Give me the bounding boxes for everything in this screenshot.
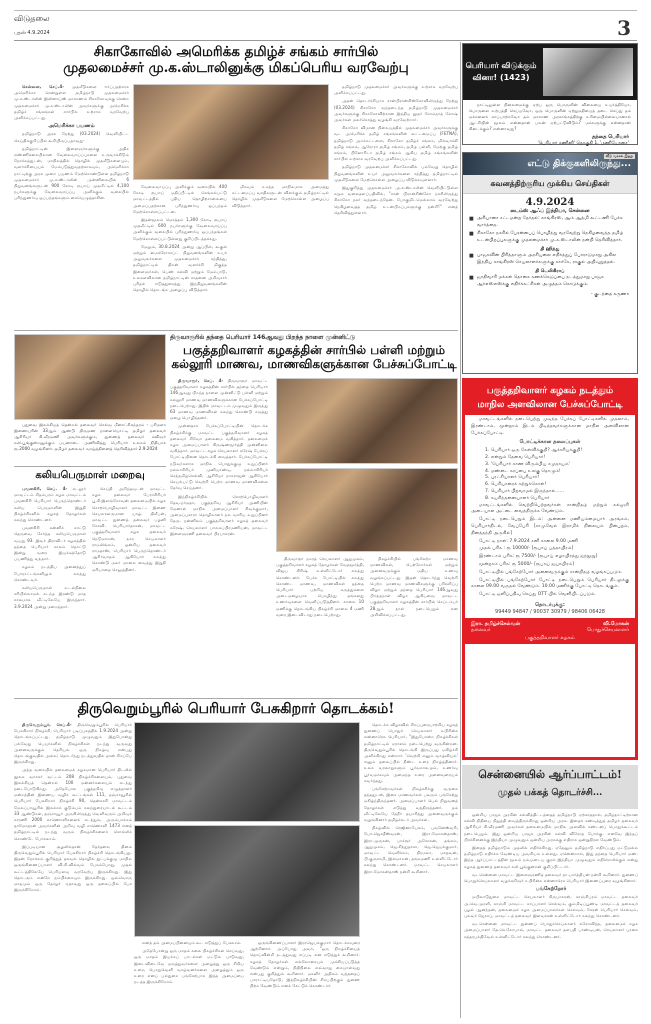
contest-body [465, 415, 635, 618]
contest-topic: 7. பெரியார் பிறவாமல் இருந்தால்...... [485, 488, 565, 494]
story3-dateline: புவனகிரி, செப். 4- [22, 486, 68, 491]
story2-paragraph: திருவாரூர் மாவட்ட பகுத்தறிவாளர் கழகத்தின் சார்பில் தந்தை பெரியார் 146ஆவது பிறந்த நாளை முன்னிட்டு பள்ளி மற்றும் கல்லூரி மாணவ மாணவிகளுக்கான பேச்சுப்போட்டி நடைபெற்றது. இதில் மாவட்டம் முழுவதும் இருந்து 63 மாணவ மாணவிகள் கலந்து கொண்டு கருத்து மழை பொழிந்தனர். [170, 378, 268, 421]
story3-column2 [92, 486, 166, 694]
periyar-question-box [462, 43, 638, 145]
news-digest-box [462, 152, 638, 374]
periyar-box-title [463, 44, 539, 100]
contest-paragraph: போட்டி ஒளிப்பதிவு செய்து OTT யில் வெளியிடப்படும். [479, 592, 596, 598]
story2-paragraph: திருவாரூர் நகரத் செயலாளர் ஆறுமுகம், பகுத்தறிவாளர் கழகத் தோழர்கள் வேதமூர்த்தி, விஜய கிரிஷ் உள்ளிட்டோர் கலந்து கொண்டனர். பேச்சு போட்டியில் கலந்து கொண்ட மாணவ, மாணவிகள் தந்தை பெரியார் பற்றிய கருத்துகளை அடைமழையாக பொழிந்து தங்களது உணர்வுகளை வெளிப்படுத்தினர். காலை 10 மணிக்கு தொடங்கிய நிகழ்ச்சி மாலை 4 மணி வரை இடைவிடாது நடைபெற்றது. [276, 556, 364, 617]
story1-column4 [334, 84, 458, 326]
story2-audience-photo [276, 468, 458, 552]
story3-paragraph: கழகம் நடத்திய அனைத்துப் போராட்டங்களிலும் கலந்து கொண்டவர். [14, 564, 86, 582]
contest-intro: மாவட்டங்களில் நடைபெற்று முடிந்த பேச்சுப் போட்டிகளில் முதலாம், இரண்டாம், மூன்றாம் இடம் பிடித்தவர்களுக்கான மாநில அளவிலான பேச்சுப்போட்டி. [471, 417, 629, 436]
contest-topic: 3. 'பெரியார் காண விரும்பிய சமுதாயம்' [485, 461, 570, 467]
organizer-name: இரா. தமிழ்ச்செல்வன் [471, 620, 521, 627]
story1-paragraph: இதுகுறித்து முதலமைச்சர் மு.க.ஸ்டாலின் வெளியிட்டுள்ள சமூக வலைதளப்பதிவில், "சான் பிரான்சிஸ்கோ நகரிலிருந்து சிகாகோ நகர் வந்தடைந்தேன். போகுமிடமெல்லாம் வரவேற்று நெகிழவைத்த தமிழ் உடன்பிறப்புகளுக்கு நன்றி!" எனத் தெரிவித்துள்ளார். [334, 185, 458, 215]
story1-column2 [133, 184, 227, 326]
story1-crowd-photo [133, 84, 329, 180]
contest-title [465, 381, 635, 415]
news-digest-tag: வீடு வாசல் இதழ் [605, 154, 633, 158]
story1-paragraph: சிகாகோ விமான நிலையத்தில் முதலமைச்சர் அவர்களுக்கு வட அமெரிக்க தமிழ் சங்கங்களின் கூட்டமைப்பு (FETNA), தமிழ்நாடு அறக்கட்டளை, சிகாகோ தமிழ்ச் சங்கம், மில்வாக்கி தமிழ் சங்கம், ஆரோரா தமிழ் சங்கம், தமிழ் பள்ளி, மேற்கு தமிழ் சங்கம், பிளோரிடா தமிழ் சங்கம் ஆகிய தமிழ் சங்கங்களின் சார்பில் உற்சாக வரவேற்பு அளிக்கப்பட்டது. [334, 125, 458, 162]
story2-paragraph: நிகழ்ச்சியில் பங்கேற்ற மாணவ மாணவிகள், பெற்றோர்கள் மற்றும் அனைவருக்கும் மதிய உணவு வழங்கப்பட்டது. இதன் தொடர்ந்து வெற்றி பெற்ற மாணவ மாணவிகளுக்கு பரிசளிப்பு விழா மற்றும் தந்தை பெரியார் 146ஆவது பிறந்தநாள் விழா ஆகியவை மாவட்ட பகுத்தறிவாளர் கழகத்தின் சார்பில் செப்டம்பர் 28ஆம் நாள் நடைபெறும் என அறிவிக்கப்பட்டது. [370, 556, 458, 617]
story1-subhead: அமெரிக்கா பயணம் [48, 123, 95, 130]
story4-paragraph: ஒருங்கிணைப்பாளர் இராஜெயக்குமார் தொடக்கவுரை ஆற்றினார். அப்போது அவர், "ஒரு நிகழ்ச்சியைத் தொய்வின்றி நடத்துவது எப்படி என எடுத்துக் கூறினார். கழகத் தோழர்கள் எல்லோரையும் முக்கியப்படுத்த வேண்டும் என்றும், நிதிநிலை எவ்வாறு கையாள்வது என்பது குறித்தும் கூறினார். மகளிர் அதிகம் வந்ததைப் பாராட்டியதோடு, இந்நிகழ்ச்சியின் சிறப்பிற்கும் துணை நிற்க வேண்டும் எனக் கேட்டுக் கொண்டார். [250, 940, 360, 989]
section-rule [14, 698, 458, 699]
story1-paragraph: அதன் தொடர்ச்சியாக சான்பிரான்சிஸ்கோவிலிருந்து நேற்று (03.2024) சிகாகோ வந்தடைந்த தமிழ்நாடு முதலமைச்சர் அவர்களுக்கு சிகாகோவிற்கான இந்திய தூதர் சோம்நாத் கோஷ் அவர்கள் மலர்கொத்து வழங்கி வரவேற்றார். [334, 98, 458, 123]
header-rule [14, 40, 637, 41]
story1-paragraph: வேலைவாய்ப்பு அளிக்கும் வகையில் 400 கோடி ரூபாய் மதிப்பீட்டில் செங்கல்பட்டு மாவட்டத்தில் புதிய தொழிற்சாலையை அமைப்பதற்கான புரிந்துணர்வு ஒப்பந்தம் மேற்கொள்ளப்பட்டன. [133, 184, 227, 214]
story4-paragraph: நிகழ்வில் ரெஜினாபேகம், புவனேஸ்வரி, போ.ஜெகதீஸ்வரன், இரா.மோகன்தாஸ், இரா.முருகன், பாச்ரூர் அசோகன், தங்கம், ஆறுமுகம், ஜெ.சிந்துதாசா, ஜெ.ஜெயக்குமார், மாவட்ட வெளிச்சம், நிரமலா, மாதவன், பி.குருசாமி, இளமாறன், தங்கமணி உள்ளிட்டோர் கலந்து கொண்டனர். மாவட்ட செயலாளர் இரா.மோகன்தாஸ் நன்றி கூறினார். [364, 825, 458, 874]
periyar-title-line1: பெரியார் விடுக்கும் [465, 61, 537, 70]
top-rule [14, 10, 637, 11]
contest-title-line1: பகுத்தறிவாளர் கழகம் நடத்தும் [486, 386, 614, 396]
felicitation-photo [14, 334, 166, 420]
news-digest-banner-text: எட்டு திக்குகளிலிருந்து... [527, 158, 631, 169]
section-rule [14, 466, 166, 467]
masthead-date: புதன் 4.9.2024 [14, 30, 50, 36]
story4-paragraph: திருவெறும்பூரில் பெரியார் பேசுகிறார் நிகழ்ச்சி, பெரியார் படிப்பகத்தில் 1.9.2024 அன்று தொடங்கப்பட்டது. தமிழ்நாடு முழுவதும் இதுபோன்று பல்வேறு பெயர்களில் நிகழ்ச்சிகள் நடந்து வருவது அனைவருக்கும் தெரியும். ஒரு நிகழ்வு என்பது தொடங்குவதில் அல்ல; தொடர்ந்து நடத்துவதில் தான் சிறப்பே இருக்கிறது. [14, 722, 132, 765]
contest-organizers [465, 618, 635, 644]
page-number: 3 [617, 16, 631, 40]
story1-lead: முதலீடுகளை ஈர்ப்பதற்காக அமெரிக்கா சென்றுள்ள தமிழ்நாடு முதலமைச்சர் மு.க.ஸ்டாலின் இலினாய்ஸ் மாகாணம் சிகாகோவுக்கு சென்ற முதலமைச்சர் மு.க.ஸ்டாலின் அவர்களுக்கு அமெரிக்க தமிழ்ச் சங்கங்கள் சார்பில் உற்சாக வரவேற்பு அளிக்கப்பட்டது. [14, 84, 129, 121]
continuation-paragraph: இதைத் தமிழ்நாடும் முதலில் எதிர்க்கிறது. ஏதேனும் தமிழ்நாடு எதிர்ப்பது மட்டுமல்ல தமிழ்நாடு எதிர்க்க வேண்டிய அவசியம் உள்ளது. ஏனென்றால், இது தந்தை பெரியார் மண். இந்த ஆர்ப்பாட்டத்தின் மூலம் நம்முடைய குரல் இந்தியா முழுவதும் எதிரொலிக்கும் என்று கழகத் துணைத் தலைவர் கலி.பூங்குன்றன் குறிப்பிட்டார். [464, 845, 638, 869]
contest-first-prize: முதல் பரிசு : ரூ 10000/- [ரூபாய் பத்தாயிரம்] [479, 546, 574, 552]
masthead-paper-name: விடுதலை [14, 14, 50, 23]
contest-title-line2: மாநில அளவிலான பேச்சுப்போட்டி [477, 400, 623, 410]
story4-speaker-photo [134, 722, 360, 822]
continuation-paragraph: ஒன்றிய பாஜக அரசின் கல்வித்திட்டத்தைத் தமிழ்நாடு ஏற்காததால், தமிழ்நாட்டிற்கான கல்வி நிதியை நிறுத்தி வைத்திருக்கிறது ஒன்றிய அரசு. இதைக் கண்டித்துத் தமிழர் தலைவர் ஆசிரியர் கி.வீரமணி அவர்கள் தலைமையில் மாநில அளவில் கண்டனப் பொதுக்கூட்டம் நடைபெறும். இது ஒன்றிய பாஜக அரசின் கல்வி விரோத போக்கு. எனவே இந்தப் பிரச்சினைக்கு இந்தியா முழுவதும் ஒன்றிய அரசுக்கு எதிராக ஒன்றுதிரள வேண்டும். [464, 812, 638, 842]
continuation-body [464, 812, 638, 1018]
news-digest-banner [463, 153, 637, 175]
contest-topic: 1. பெரியார் ஒரு கேள்விக்குறி? ஆச்சரியக்குறி! [485, 448, 583, 454]
story4-paragraph: தொடக்க விழாவில் சிறப்புரையாற்றிய கழகத் துணைப் பொதுச் செயலாளர் ச.பிரின்சு என்னாரெசு பெரியார், "இதுபோன்ற நிகழ்ச்சிகள் தமிழ்நாட்டில் ஏராளம் நடைபெற்று வருகின்றன. திருவெறும்பூரில் தொடங்கி இருப்பது மகிழ்ச்சி அளிக்கிறது என்றார். 'வெற்றி எனும் வாழ்வியல்' எனும் தலைப்பில் நீண்ட உரை நிகழ்த்தினார். உலக வரலாறுகளும் பூர்வகாலமும், உணர்வு பூர்வமாகவும் அமைந்த உரை அனைவரையும் கவர்ந்தது. [364, 722, 458, 783]
contest-topic: 8. சுயசிந்தனையாளர் பெரியார் [485, 495, 550, 501]
story3-paragraph: புவனகிரி கன்னிக் காட்டு தெருவை சேர்ந்த கலியபெருமாள் வயது 93. இவர் திராவிடர் கழகத்தில் தந்தை பெரியார் காலம் தொட்டு இன்று வரை இயக்கத்தோடு பயணித்து வந்தார். [14, 525, 86, 562]
organizer-role: தலைவர் [471, 626, 491, 633]
section-rule [14, 330, 458, 331]
contest-paragraph: போட்டியில் பங்கேற்போர் போட்டி நடைபெறும் பெரியார் திடலுக்கு காலை 09.00 வருதல் வேண்டும். 10.00 மணிக்கு போட்டி தொடங்கும். [471, 577, 629, 590]
story2-kicker: திருவாரூரில் தந்தை பெரியார் 146ஆவது பிறந்த நாளை முன்னிட்டு [170, 334, 356, 341]
periyar-quote: நாட்டிலுள்ள நிலைமைக்கு ஏற்ப ஒரு பொருளின் விலையை உயர்த்தியோ, பொருளை உற்பத்தி செய்யவோ, ஒரு பொருளின் ஏற்றுமதியைத் தடை செய்து தம் மக்களைக் காப்பாற்றவோ தம் மாகாண அரசாங்கத்திற்கு உரிமையில்லையானால் ஆட்சியின் மூலம் என்னதான் பலன் ஏற்பட்டுவிடும்? மக்களுக்கு என்னதான் கிடைக்கும்? என்னாவது? [469, 102, 631, 131]
contest-paragraph: போட்டியில் பங்கேற்போர் அனைவருக்கும் சான்றிதழ் வழங்கப்படும். [479, 569, 623, 575]
story4-headline: திருவெறும்பூரில் பெரியார் பேசுகிறார் தொடக்கம்! [77, 701, 395, 717]
contest-organizer-roles [471, 627, 629, 633]
continuation-title: சென்னையில் ஆர்ப்பாட்டம்! [478, 768, 622, 781]
story1-paragraph: தமிழ்நாடு முதலமைச்சர் சிகாகோவில் பல்வேறு தொழில் நிறுவனங்களின் உயர் அலுவலர்களை சந்தித்து தமிழ்நாட்டில் முதலீடுகளை மேற்கொள்ள அழைப்பு விடுக்கவுள்ளார். [334, 164, 458, 182]
speech-contest-box [462, 378, 638, 760]
news-item: ■ பாஜகவின் பிரித்தாளும் அரசியலை எதிர்த்துப் போராடுமாறு அகில இந்திய காங்கிரஸ் செயலாளர்களுக்கு கார்கே, ராகுல் அறிவுறுத்தல். [463, 253, 637, 266]
contest-topic: 5. புரட்சியாளர் பெரியார்! [485, 475, 540, 481]
story4-paragraph: அந்த வகையில் தலைமைக் கழகமான பெரியார் திடலில் நூலக வாசகர் வட்டம் 208 நிகழ்ச்சிகளையும், புதுவை இலக்கியத் தென்றல் 100 மன்னர்களையும் கடந்து நடைபோடுகிறது. அதேபோல பகுத்தறிவு எழுத்தாளர் மன்றத்தின் இணைய வழிக் கூட்டங்கள் 111, தஞ்சாவூரில் பெரியார் பேசுகிறார் நிகழ்ச்சி 90, தென்காசி மாவட்டம் மேலப்பாவூரில் இலக்கக் குடும்பம் கலந்துரையாடல் கூட்டம் 33 ஆண்டுகள், தஞ்சாவூர் அருகிலிருந்து வெளிவரும் அறிவுக் காரணி 2000 காணொளிகளைக் கடந்தும், அரும்பாக்கம் தாமோதரன் அவர்களின் அறிவு வழி காணொளி 1473 எனத் தமிழ்நாட்டில் நடந்து வரும் நிகழ்ச்சிகளைச் சொல்லிக் கொண்டே போகலாம். [14, 767, 132, 841]
periyar-portrait [543, 48, 633, 96]
story1-paragraph: தமிழ்நாட்டின் இளைஞர்களுக்கு அதிக எண்ணிக்கையிலான வேலைவாய்ப்புகளை உருவாக்கிடும் நோக்கத்துடன், மாநிலத்தில் தொழில் முதலீடுகளையும், வளர்ச்சியையும் மேம்படுத்துவதற்காகவும், அமெரிக்கா நாட்டிற்கு அரசு முறை பயணம் மேற்கொண்டுள்ள தமிழ்நாடு முதலமைச்சர் மு.க.ஸ்டாலின் முன்னிலையில் 6 நிறுவனங்களுடன் 900 கோடி ரூபாய் முதலீட்டில் 4,100 நபர்களுக்கு வேலைவாய்ப்பு அளிக்கும் வகையில் புரிந்துணர்வு ஒப்பந்தங்களும் கையெழுத்தாகின. [14, 145, 129, 201]
story1-column3 [232, 184, 329, 326]
story2-column2 [276, 556, 364, 694]
news-source: டைம்ஸ் ஆஃப் இந்தியா, சென்னை [510, 208, 590, 214]
story3-paragraph: கலியபெருமாள் உடல்நிலை சரியில்லாமல் கடந்த இரண்டு மாத காலமாக வீட்டிலேயே இருந்தார். 3.9.2024 அன்று மறைந்தார். [14, 585, 86, 609]
story2-column3 [370, 556, 458, 694]
story1-headline-line1: சிகாகோவில் அமெரிக்க தமிழ்ச் சங்கம் சார்பில் [93, 44, 379, 60]
periyar-signature: தந்தை பெரியார் [592, 134, 629, 140]
continuation-subtitle: முதல் பக்கத் தொடர்ச்சி... [497, 788, 603, 798]
story1-paragraph: தமிழ்நாடு முதலமைச்சர் அவர்களுக்கு உற்சாக வரவேற்பு அளிக்கப்பட்டது. [334, 84, 458, 96]
story1-column1 [14, 84, 129, 324]
story2-paragraph: முன்னதாக பேச்சுப்போட்டியின் தொடக்க நிகழ்ச்சிக்கு மாவட்ட பகுத்தறிவாளர் கழகத் தலைவர் சிவோ தலைமை வகித்தார். தலைமைக் கழக அமைப்பாளர் கிருஷ்ணமூர்த்தி முன்னிலை வகித்தார். மாவட்ட கழக செயலாளர் சுரேஷ் பேச்சுப் போட்டியினை தொடக்கி வைத்தார். பேச்சுப்போட்டி நடுவர்களாக மாநில பொதுக்குழு உறுப்பினர் நல்லாசிரியர் முனியாண்டி, நல்லாசிரியர் செந்தமிழ்செல்வி, ஆசிரியர் நாகராஜன் ஆகியோர் செயல்பட்டு வெற்றி பெற்ற மாணவ மாணவிகளை தேர்வு செய்தனர். [170, 423, 268, 491]
news-item: ■ ஜாதிவாரி மக்கள் தொகை கணக்கெடுப்பை நடத்துமாறு பாஜக ஆர்எஸ்எஸ்க்கு எதிர்க்கட்சிகள் அழுத்தம் கொடுக்கும். [463, 275, 637, 288]
story1-headline-line2: முதலமைச்சர் மு.க.ஸ்டாலினுக்கு மிகப்பெரிய வரவேற்பு [63, 60, 409, 77]
story2-dateline: திருவாரூர், செப். 4- [178, 378, 224, 383]
story4-column2 [134, 940, 244, 1018]
contest-third-prize: மூன்றாம் பரிசு: ரூ 5000/- [ரூபாய் ஐயாயிரம்] [479, 561, 574, 567]
story1-paragraph: மிகவும் உகந்த மாநிலமாக அமைத்து கட்டமைப்பு வசதிகளுடன் விளக்கும் தமிழ்நாட்டில் தொழில் முதலீடுகளை மேற்கொள்ள அழைப்பு விடுத்தார். [232, 184, 329, 208]
news-source: தி ஹிந்து [540, 247, 560, 252]
story1-dateline: சென்னை, செப்.4- [22, 84, 65, 89]
contest-topic: 6. பெரியாரைக் கற்றுக்கொள்! [485, 482, 547, 488]
news-item: ■ அரியானா சட்டமன்ற தேர்தல்: காங்கிரஸ், ஆம் ஆத்மி கூட்டணி பேச்சு வார்த்தை. [463, 216, 637, 229]
continuation-banner [462, 765, 638, 809]
contest-second-prize: இரண்டாம் பரிசு: ரூ 7500/- [ரூபாய் எழாயிரத்து ஐந்நூறு] [479, 554, 598, 560]
story1-headline [14, 44, 458, 76]
contest-venue: போட்டி நடைபெறும் இடம்: அன்னை மணியம்மையார் அரங்கம், பெரியார்திடல், வேப்பேரி [சாமுவேல் இராமிக் நிலையம் பின்புறம், தினத்தந்தி அருகில்] [471, 517, 629, 536]
felicitation-caption: புதுவை இலக்கியத் தென்றல் தலைவர் செல்வ மீனாட்சிசுந்தரம் - பரிமளா இணையரின் 33ஆம் ஆண்டு திருமண நாளையொட்டி தமிழர் தலைவர் ஆசிரியர் கி.வீரமணி அவர்களுக்கும், துணைத் தலைவர் கவிஞர் கலி.பூங்குன்றனுக்கும் பயனாடை அணிவித்து பெரியார் உலகம் நிதியாக ரூ.2000 வழங்கினர். தமிழர் தலைவர் வாழ்த்தினைத் தெரிவித்தார் 2.9.2024 [14, 422, 166, 451]
contest-topic: 2. என்றும் தேவை பெரியார்! [485, 454, 546, 460]
news-digest-title: கவனத்திற்குரிய முக்கிய செய்திகள் [463, 175, 637, 194]
story3-paragraph: செய்தி அறிந்தவுடன் மாவட்ட கழக தலைவர் பேராசிரியர் பூ.சி.இளங்கோவன் தலைமையில் கழக சொற்பொழிவாளர் மாவட்ட இணை செயலாளருமான யாழ். திலீபன், மாவட்ட துணைத் தலைவர் பழனி கோவி. பெரியார்தாசன், மாவட்ட பகுத்தறிவாளர் கழக தலைவர் நெடுமாறன், நகர செயலாளர் ராமலிங்கம், ஒன்றிய தலைவர் ராமதாஸ், பெரியார் பெருந்தொண்டர் ஆசிர்வாதம் ஆகியோர் கலந்து கொண்டு மலர் மாலை வைத்து இறுதி மரியாதை செலுத்தினர். [92, 486, 166, 572]
story2-column1 [170, 378, 268, 693]
story1-paragraph: தமிழ்நாடு அரசு நேற்று (03.2024) வெளியிட்ட செய்திக்குறிப்பில் கூறியிருப்பதாவது- [14, 131, 129, 143]
contest-organization: பகுத்தறிவாளர் கழகம் [525, 634, 575, 641]
contest-contact-heading: தொடர்புக்கு: [535, 601, 565, 608]
contest-date: போட்டி நாள்: 7.9.2024 சனி காலை 9.00 மணி [479, 538, 578, 544]
story2-headline [170, 343, 458, 372]
story4-dateline: திருவெறும்பூர், செப்.4- [22, 722, 72, 727]
story3-paragraph: கடலூர் மாவட்டம் சிதம்பரம் கழக மாவட்டம் புவனகிரி பெரியார் பெருந்தொண்டர் கலிய பெருமாளின் இறுதி நிகழ்ச்சிகளில் கழகத் தோழர்கள் கலந்து கொண்டனர். [14, 486, 86, 523]
news-item: ■ சிகாகோ நகரில் பேரன்பைப் பொழிந்து வரவேற்று நெகிழவைத்த தமிழ் உடன்பிறப்புகளுக்கு முதலமைச்சர் மு.க.ஸ்டாலின் நன்றி தெரிவித்தார். [463, 231, 637, 244]
contest-phone-numbers: 99449 94847 / 90037 30979 / 98406 06428 [495, 608, 605, 615]
continuation-paragraph: வடசென்னை மாவட்ட இளைஞரணித் தலைவர் நா.பார்த்திபன் நன்றி கூறினார். துணைப் பொதுச்செயலாளர் வழக்கறிஞர் ச.பிரின்சு என்னாரெசு பெரியார் இணைப்புரை வழங்கினார். [464, 871, 638, 884]
story2-paragraph: இந்நிகழ்ச்சியில் சொற்பொழிவாளர் தேவ.நர்மதா, பகுத்தறிவு ஆசிரியர் அணியின் மேனாள் மாநில அமைப்பாளர் சிவக்குமார், அமைப்புசாரா தொழிலாளர் நல வாரிய உறுப்பினர் தேரு. நன்னிலம் பகுத்தறிவாளர் கழகத் தலைவர் சுரேஷ், செயலாளர் பாலசுப்பிரமணியன், மாவட்ட இளைஞரணி தலைவர் பிரபாகரன். [170, 493, 268, 536]
story4-column1 [14, 722, 132, 1018]
story4-paragraph: அதேபோன்று ஒரு மாதம் கலை நிகழ்ச்சிகள் செய்வது, ஒரு மாதம் இயக்கப் பாடல்கள் மட்டும் பாடுவது, இடைவிடைவே மருத்துவர்களை அழைத்து ஒரு சிறிய உரை, பொதுவெளி வாழ்வனர்களை அழைத்தும் ஒரு உரை எனப் பல்துறை பங்கேற்பாக இந்த அமைப்பை நடத்த இருக்கிறோம். [134, 948, 244, 985]
contest-topic: 4. மண்டை சுரப்பை உலகு தொழும்! [485, 468, 561, 474]
contest-topics-heading: போட்டிக்கான தலைப்புகள் [519, 439, 581, 446]
periyar-box-header [463, 44, 637, 100]
continuation-paragraph: வடசென்னை மாவட்ட துணைப் பொதுச்செயலாளர் சுகோவிந்த, தலைமைக் கழக அமைப்பாளர் தே.செ.கோபால், மாவட்ட தலைவர் தளபதி பாண்டியன், செயலாளர் புரசை சுந்தரபக்திவேல் உள்ளிட்டோர் கலந்து கொண்டனர். [464, 921, 638, 939]
story4-audience-photo [134, 825, 360, 937]
story1-paragraph: இதன்மூலம் மொத்தம் 1,300 கோடி ரூபாய் முதலீட்டில் 600 நபர்களுக்கு வேலைவாய்ப்பு அளிக்கும் வகையில் புரிந்துணர்வு ஒப்பந்தங்கள் மேற்கொள்ளப்பட்டுள்ளது குறிப்பிடத்தக்கது. [133, 217, 227, 241]
story3-headline: கலியபெருமாள் மறைவு [35, 470, 145, 481]
story4-paragraph: எனத் தம் அமைப்பினையும் கூட எடுத்துப் பேசலாம். [142, 940, 242, 945]
column-divider [460, 42, 461, 1018]
contest-paragraph: மாவட்டங்களில் வெற்றிபெற்றவர்கள் சான்றிதழ் மற்றும் கல்லூரி அடையாள அட்டை வைத்திருக்க வேண்டும். [471, 502, 629, 515]
organizer-role: பொதுச்செயலாளர் [586, 626, 629, 633]
story4-column4 [364, 722, 458, 1018]
periyar-title-line2: வினா! (1423) [472, 73, 530, 82]
story2-headline-line2: கல்லூரி மாணவ, மாணவிகளுக்கான பேச்சுப்போட்டி [171, 357, 457, 372]
news-digest-author: - குடந்தை கருணா [590, 292, 629, 297]
story4-paragraph: இப்படியான சூழலில்தான் தேர்தலை தினம் திருவெறும்பூரில் பெரியார் பேசுகிறார் நிகழ்ச்சி தொடங்கியது. இதன் நோக்கம் குறித்துத் தகவல் தொழில் நுட்பக்குழு மாநில ஒருங்கிணைப்பாளர் வி.சி.வில்வம் பேசும்போது, முதல் கூட்டத்திலேயே பெரியளவு வரவேற்பு இருக்கிறது. இது தொடரும் என்றே நம்பிக்கையும் இருக்கிறது. ஒவ்வொரு மாதமும் ஒரு தோழர் ஏதாவது ஒரு தலைப்பில் பேச இருக்கிறோம். [14, 843, 132, 893]
story2-headline-line1: பகுத்தறிவாளர் கழகத்தின் சார்பில் பள்ளி மற்றும் [183, 343, 445, 357]
story4-paragraph: பங்கேற்றவர்கள் நிகழ்ச்சிக்கு வருகை தந்ததுடன், இசை மாணவர்கள் பலரும் பங்கேற்று மகிழ்ந்திருந்தனர். அமைப்பாளர் பெல் நிறுவனத் தோழர்கள் எடுத்து வந்திருந்தனர். தம் வீட்டிலேயே தேநீர் தயாரித்து அனைவருக்கும் வழங்கினார் தமிழ்ச்சுடர் அவர்கள். [364, 786, 458, 823]
contest-topics-list [471, 448, 629, 502]
periyar-source: 'பெரியார் கணினி' தொகுதி 1, 'மணியோசை' [537, 141, 629, 146]
continuation-subhead: பங்கேற்றோர் [535, 886, 567, 893]
news-digest-date: 4.9.2024 [525, 197, 575, 208]
story1-paragraph: மேலும், 30.8.2024 அன்று ஆப்பிள், கூகுள் மற்றும் மைக்ரோசாப்ட் நிறுவனங்களின் உயர் அலுவலர்களை முதலமைச்சர் சந்தித்து, தமிழ்நாட்டில் திறன் வளர்ச்சி மிகுந்த இளைஞர்கள், பெண் கல்வி மற்றும் மேம்பாடு, உலகளவிலான தமிழ்நாட்டின் சாதனை அறிவுசார் புரிதல் எடுத்துரைத்து இந்நிறுவனங்களின் தொழில் தொடங்க அழைப்பு விடுத்தார். [133, 243, 227, 293]
story4-column3 [250, 940, 360, 1018]
continuation-paragraph: மயிலாடுதுறை மாவட்ட செயலாளர் கிருபாகரன், காஞ்சிபுரம் மாவட்ட தலைவர் அ.வெ.முரளி, காஞ்சி மாவட்ட காப்பாளர் செல்வம், கும்மிடிப்பூண்டி மாவட்டத் தலைவர் புழல் ஆனந்தன், தலைமைக் கழக அமைப்பாளர்கள் செல்வம், சேரன் பெரியார் செல்வம், புலவர் ஜோசப், மாவட்டத் தலைவர் இளவரசன் உள்ளிட்டோர் கலந்து கொண்டனர். [464, 894, 638, 919]
organizer-name: வி.மோகன் [603, 620, 629, 627]
news-source: தி டெலிகிராப் [535, 269, 565, 274]
story3-column1 [14, 486, 86, 694]
story2-group-photo [276, 378, 458, 464]
